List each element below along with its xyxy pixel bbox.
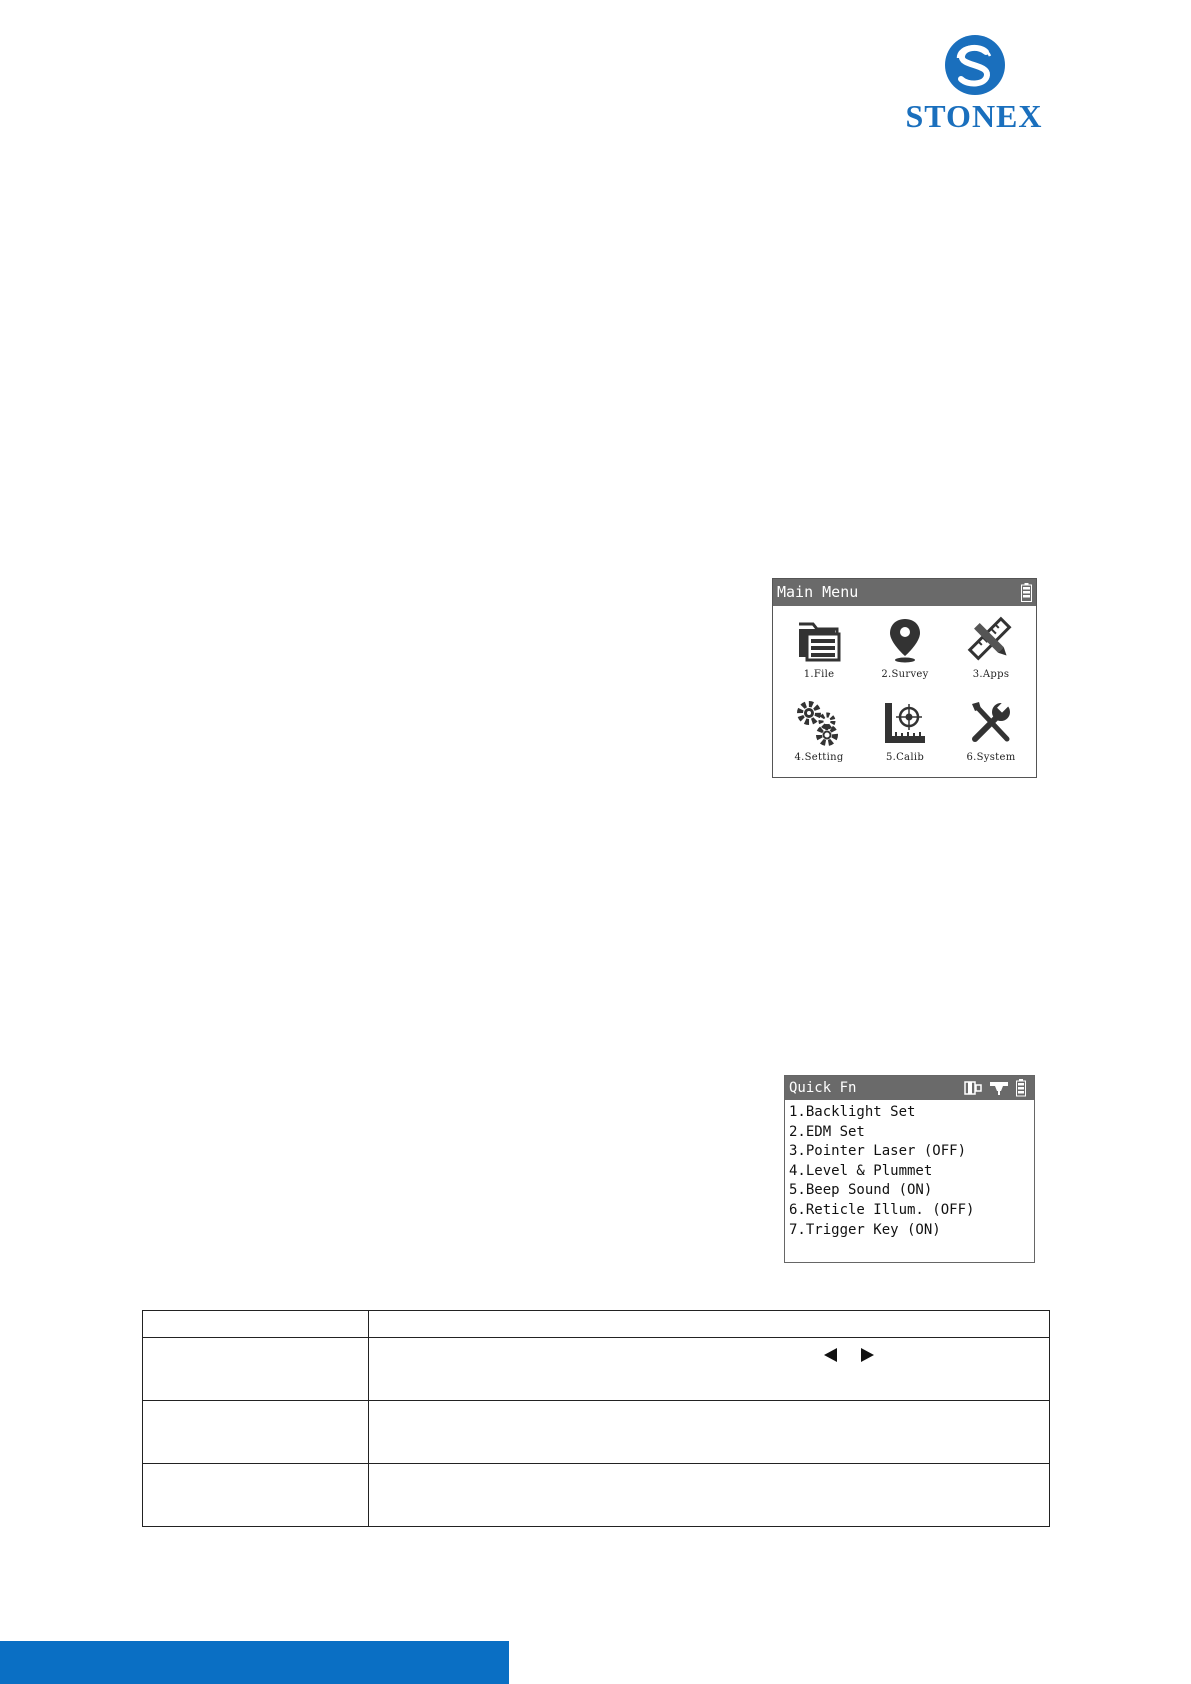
quick-fn-title-bar — [785, 1076, 1034, 1100]
menu-item-label: 5.Calib — [885, 752, 925, 763]
main-menu-title-bar — [773, 579, 1036, 606]
table-header-row — [143, 1311, 1050, 1338]
table-cell — [143, 1338, 369, 1401]
table-row — [143, 1338, 1050, 1401]
table-cell — [369, 1338, 1050, 1401]
table-cell — [369, 1464, 1050, 1527]
menu-item-label: 3.Apps — [972, 669, 1010, 680]
menu-item-apps[interactable] — [951, 616, 1031, 680]
menu-item-system[interactable] — [951, 699, 1031, 763]
arrow-keys — [377, 1344, 1041, 1364]
menu-item-label: 4.Setting — [794, 752, 844, 763]
file-folder-icon — [795, 616, 843, 664]
calibration-target-icon — [881, 699, 929, 747]
quick-fn-item-backlight[interactable]: 1.Backlight Set — [789, 1104, 916, 1120]
menu-item-label: 2.Survey — [881, 669, 929, 680]
stonex-logo — [898, 34, 1050, 134]
table-header-cell — [369, 1311, 1050, 1338]
main-menu-title: Main Menu — [777, 583, 859, 601]
right-arrow-icon — [861, 1348, 874, 1362]
quick-fn-list — [785, 1100, 1034, 1240]
gears-icon — [795, 699, 843, 747]
table-cell — [143, 1464, 369, 1527]
table-cell — [369, 1401, 1050, 1464]
battery-icon — [1017, 1079, 1026, 1096]
table-cell — [143, 1401, 369, 1464]
stonex-s-emblem-icon — [944, 34, 1006, 96]
left-arrow-icon — [824, 1348, 837, 1362]
main-menu-screen — [772, 578, 1037, 778]
quick-fn-screen — [784, 1075, 1035, 1263]
table-row — [143, 1401, 1050, 1464]
tools-icon — [967, 699, 1015, 747]
menu-item-survey[interactable] — [865, 616, 945, 680]
menu-item-label: 6.System — [966, 752, 1016, 763]
compensator-icon — [965, 1082, 981, 1094]
menu-item-setting[interactable] — [779, 699, 859, 763]
quick-fn-title: Quick Fn — [789, 1080, 857, 1096]
menu-item-file[interactable] — [779, 616, 859, 680]
prism-target-icon — [990, 1082, 1008, 1095]
quick-fn-item-reticle-illum[interactable]: 6.Reticle Illum. (OFF) — [789, 1201, 975, 1218]
key-function-table — [142, 1310, 1050, 1527]
quick-fn-item-trigger-key[interactable]: 7.Trigger Key (ON) — [789, 1221, 941, 1238]
logo-text: STONEX — [905, 98, 1043, 134]
quick-fn-item-level-plummet[interactable]: 4.Level & Plummet — [789, 1162, 933, 1179]
location-pin-icon — [881, 616, 929, 664]
battery-icon — [1021, 583, 1032, 602]
table-header-cell — [143, 1311, 369, 1338]
footer-band — [0, 1641, 509, 1684]
quick-fn-item-edm[interactable]: 2.EDM Set — [789, 1123, 865, 1140]
quick-fn-item-beep-sound[interactable]: 5.Beep Sound (ON) — [789, 1182, 933, 1199]
ruler-pencil-icon — [967, 616, 1015, 664]
table-row — [143, 1464, 1050, 1527]
quick-fn-item-pointer-laser[interactable]: 3.Pointer Laser (OFF) — [789, 1143, 967, 1160]
menu-item-label: 1.File — [803, 669, 835, 680]
status-icons — [964, 1079, 1030, 1097]
menu-item-calib[interactable] — [865, 699, 945, 763]
